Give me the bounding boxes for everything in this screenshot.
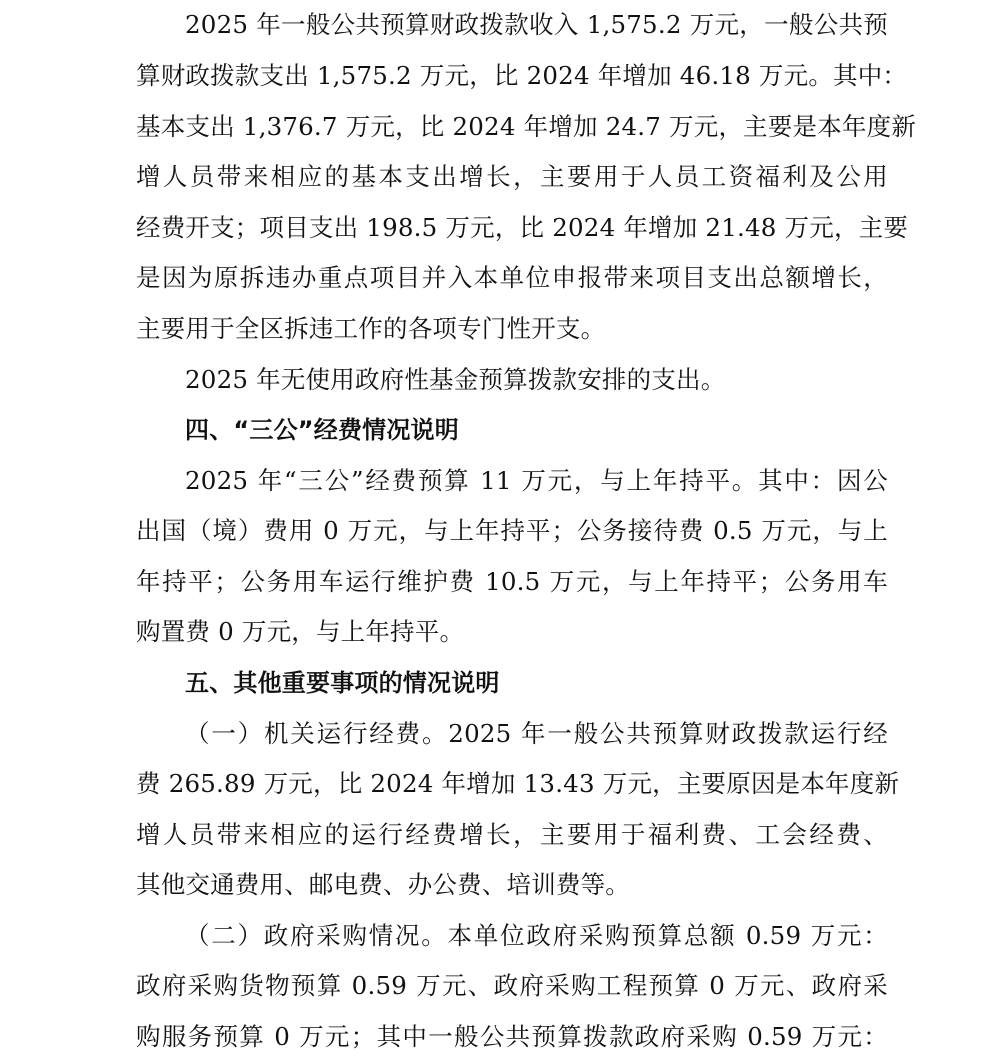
- paragraph-line: 其他交通费用、邮电费、办公费、培训费等。: [136, 870, 630, 899]
- paragraph-line: 算财政拨款支出 1,575.2 万元，比 2024 年增加 46.18 万元。其中：: [136, 61, 908, 90]
- paragraph-line: （一）机关运行经费。2025 年一般公共预算财政拨款运行经: [185, 719, 888, 748]
- paragraph-line: 购服务预算 0 万元；其中一般公共预算拨款政府采购 0.59 万元：: [136, 1022, 888, 1051]
- paragraph-line: 主要用于全区拆违工作的各项专门性开支。: [136, 314, 606, 343]
- paragraph-line: 费 265.89 万元，比 2024 年增加 13.43 万元，主要原因是本年度新: [136, 769, 900, 798]
- paragraph-line: 增人员带来相应的基本支出增长，主要用于人员工资福利及公用: [136, 162, 888, 191]
- paragraph-line: 2025 年无使用政府性基金预算拨款安排的支出。: [185, 365, 726, 394]
- section-heading: 五、其他重要事项的情况说明: [185, 669, 500, 697]
- section-heading: 四、“三公”经费情况说明: [185, 416, 459, 444]
- paragraph-line: （二）政府采购情况。本单位政府采购预算总额 0.59 万元：: [185, 921, 888, 950]
- paragraph-line: 增人员带来相应的运行经费增长，主要用于福利费、工会经费、: [136, 820, 888, 849]
- paragraph-line: 2025 年一般公共预算财政拨款收入 1,575.2 万元，一般公共预: [185, 10, 888, 39]
- paragraph-line: 购置费 0 万元，与上年持平。: [136, 617, 465, 646]
- paragraph-line: 2025 年“三公”经费预算 11 万元，与上年持平。其中：因公: [185, 466, 888, 495]
- paragraph-line: 经费开支；项目支出 198.5 万元，比 2024 年增加 21.48 万元，主要: [136, 213, 909, 242]
- paragraph-line: 年持平；公务用车运行维护费 10.5 万元，与上年持平；公务用车: [136, 567, 888, 596]
- paragraph-line: 基本支出 1,376.7 万元，比 2024 年增加 24.7 万元，主要是本年度新: [136, 112, 917, 141]
- paragraph-line: 出国（境）费用 0 万元，与上年持平；公务接待费 0.5 万元，与上: [136, 516, 888, 545]
- paragraph-line: 是因为原拆违办重点项目并入本单位申报带来项目支出总额增长，: [136, 263, 888, 292]
- paragraph-line: 政府采购货物预算 0.59 万元、政府采购工程预算 0 万元、政府采: [136, 971, 888, 1000]
